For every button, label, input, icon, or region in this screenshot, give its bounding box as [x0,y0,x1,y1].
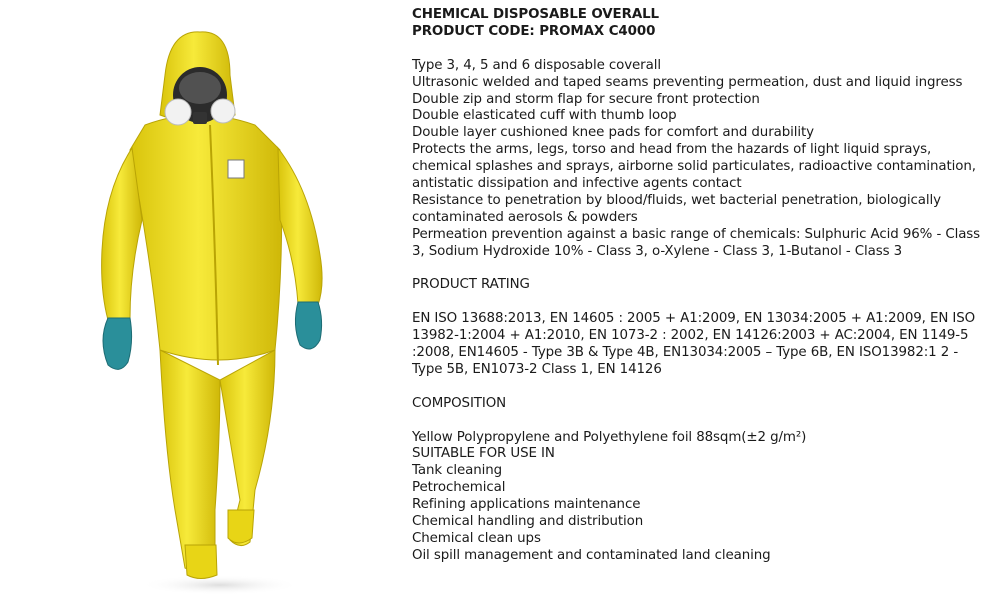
feature-item: Double layer cushioned knee pads for comfort and durability [412,125,814,141]
product-title: CHEMICAL DISPOSABLE OVERALL [412,7,659,22]
product-description [412,7,982,565]
product-photo [70,20,370,600]
suitable-heading: SUITABLE FOR USE IN [412,446,555,462]
use-item: Chemical handling and distribution [412,514,644,530]
use-item: Tank cleaning [412,463,503,479]
feature-item: Protects the arms, legs, torso and head from the hazards of light liquid sprays, chemical splashes and sprays, airborne solid particulates, radioactive contamination, antistatic dissipation and infective agents contact [412,142,976,192]
feature-item: Double elasticated cuff with thumb loop [412,108,677,124]
use-item: Refining applications maintenance [412,497,641,513]
rating-heading: PRODUCT RATING [412,277,530,293]
feature-item: Permeation prevention against a basic range of chemicals: Sulphuric Acid 96% - Class 3, Sodium Hydroxide 10% - Class 3, o-Xylene - Class 3, 1-Butanol - Class 3 [412,226,981,259]
feature-item: Ultrasonic welded and taped seams preventing permeation, dust and liquid ingress [412,74,963,90]
use-item: Oil spill management and contaminated land cleaning [412,547,771,563]
composition-heading: COMPOSITION [412,395,507,411]
use-item: Petrochemical [412,480,506,496]
spacer [412,261,982,278]
feature-item: Resistance to penetration by blood/fluids, wet bacterial penetration, biologically contaminated aerosols & powders [412,192,941,225]
feature-item: Type 3, 4, 5 and 6 disposable coverall [412,57,661,73]
rating-text: EN ISO 13688:2013, EN 14605 : 2005 + A1:2009, EN 13034:2005 + A1:2009, EN ISO 13982-1:2004 + A1:2010, EN 1073-2 : 2002, EN 14126:2003 + AC:2004, EN 1149-5 :2008, EN14605 - Type 3B & Type 4B, EN13034:2005 – Type 6B, EN ISO13982:1 2 - Type 5B, EN1073-2 Class 1, EN 14126 [412,311,976,377]
spacer [412,379,982,396]
spacer [412,413,982,430]
feature-item: Double zip and storm flap for secure front protection [412,91,760,107]
product-code: PRODUCT CODE: PROMAX C4000 [412,23,656,39]
composition-text: Yellow Polypropylene and Polyethylene foil 88sqm(±2 g/m²) [412,429,807,445]
spacer [412,294,982,311]
spacer [412,41,982,58]
use-item: Chemical clean ups [412,531,541,547]
